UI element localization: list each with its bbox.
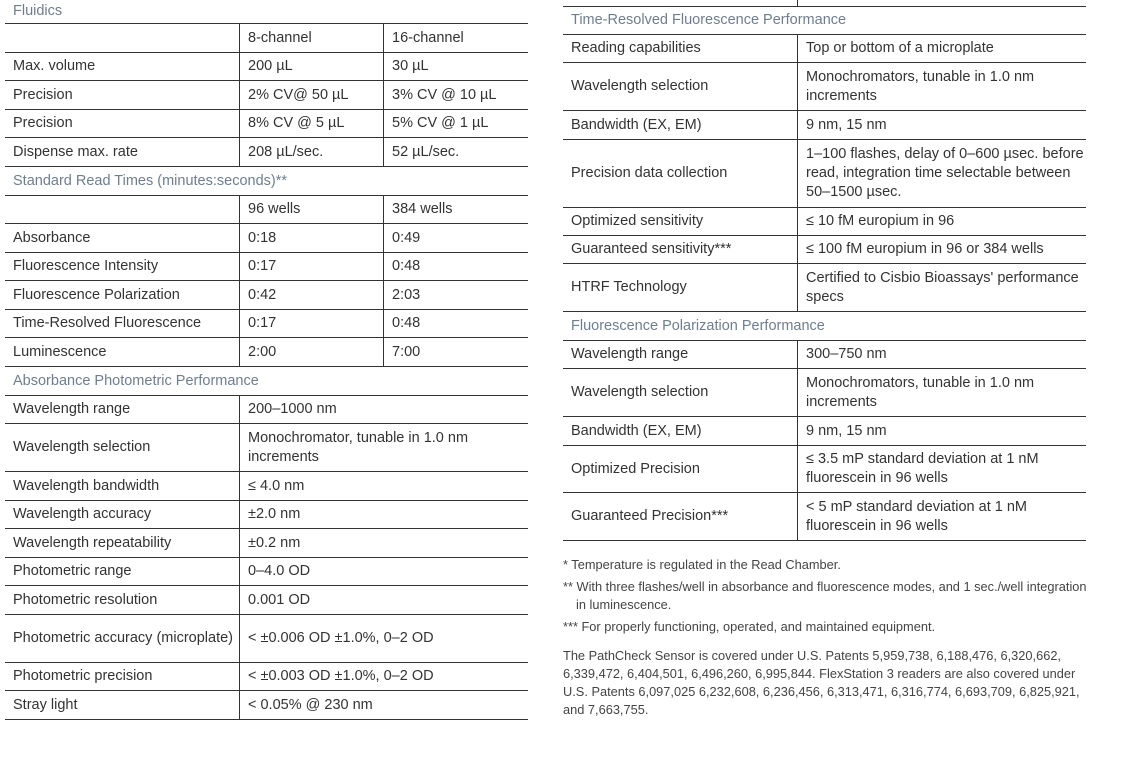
table-row — [563, 63, 1086, 111]
value-cell: 52 µL/sec. — [383, 138, 528, 166]
value-cell: ±0.2 nm — [239, 529, 528, 557]
table-row — [5, 81, 528, 110]
row-label-cell: Wavelength range — [571, 346, 689, 362]
table-row — [5, 138, 528, 167]
row-label-cell: Precision — [13, 115, 73, 131]
table-row — [5, 253, 528, 281]
value-cell: 16-channel — [383, 24, 528, 52]
value-cell: 1–100 flashes, delay of 0–600 µsec. before read, integration time selectable between 50–1500 µsec. — [797, 140, 1086, 207]
value-cell: 200 µL — [239, 53, 383, 80]
value-cell: 2:00 — [239, 338, 383, 366]
row-label-cell: Wavelength repeatability — [13, 534, 172, 551]
row-label-cell: Photometric range — [13, 563, 132, 579]
row-label-cell: Bandwidth (EX, EM) — [571, 116, 702, 133]
value-cell: 8-channel — [239, 24, 383, 52]
table-row — [563, 111, 1086, 140]
table-row — [563, 493, 1086, 541]
table-row — [563, 369, 1086, 417]
table-row — [5, 472, 528, 501]
table-row — [563, 208, 1086, 236]
table-row — [5, 663, 528, 691]
value-cell: 300–750 nm — [797, 341, 1086, 368]
value-cell: 0:48 — [383, 310, 528, 337]
right-table-top-border — [563, 0, 1086, 7]
value-cell: Monochromator, tunable in 1.0 nm increments — [239, 424, 528, 471]
value-cell: 0:17 — [239, 310, 383, 337]
table-row — [563, 140, 1086, 208]
row-label-cell: Photometric precision — [13, 668, 153, 684]
value-cell: 200–1000 nm — [239, 396, 528, 423]
row-label-cell: Wavelength selection — [571, 384, 709, 400]
value-cell: Monochromators, tunable in 1.0 nm increments — [797, 369, 1086, 416]
value-cell: 9 nm, 15 nm — [797, 417, 1086, 445]
value-cell: ≤ 100 fM europium in 96 or 384 wells — [797, 236, 1086, 263]
row-label-cell: Reading capabilities — [571, 40, 701, 56]
value-cell: < ±0.006 OD ±1.0%, 0–2 OD — [239, 615, 528, 662]
row-label-cell: Optimized Precision — [571, 460, 700, 477]
row-label-cell: Wavelength accuracy — [13, 506, 152, 522]
section-heading: Fluidics — [5, 0, 528, 24]
table-row — [563, 236, 1086, 264]
value-cell: ≤ 3.5 mP standard deviation at 1 nM fluorescein in 96 wells — [797, 446, 1086, 492]
row-label-cell: Wavelength bandwidth — [13, 477, 160, 494]
value-cell: 0.001 OD — [239, 586, 528, 614]
row-label-cell: Precision data collection — [571, 165, 728, 181]
table-row — [5, 310, 528, 338]
table-row — [563, 341, 1086, 369]
section-heading: Standard Read Times (minutes:seconds)** — [5, 167, 528, 196]
section-heading: Time-Resolved Fluorescence Performance — [563, 7, 1086, 35]
section-heading: Fluorescence Polarization Performance — [563, 312, 1086, 341]
row-label-cell: Stray light — [13, 696, 78, 713]
value-cell: Top or bottom of a microplate — [797, 35, 1086, 62]
value-cell: 0:48 — [383, 253, 528, 280]
row-label-cell — [5, 24, 239, 52]
table-row — [563, 446, 1086, 493]
value-cell: < ±0.003 OD ±1.0%, 0–2 OD — [239, 663, 528, 690]
footnote-1: * Temperature is regulated in the Read Chamber. — [563, 557, 841, 572]
value-cell: 0–4.0 OD — [239, 558, 528, 585]
row-label-cell: Time-Resolved Fluorescence — [13, 315, 202, 331]
table-row — [5, 586, 528, 615]
row-label-cell — [5, 196, 239, 223]
value-cell: ≤ 10 fM europium in 96 — [797, 208, 1086, 235]
value-cell: Certified to Cisbio Bioassays' performance specs — [797, 264, 1086, 311]
patent-note: The PathCheck Sensor is covered under U.S. Patents 5,959,738, 6,188,476, 6,320,662, 6,339,472, 6,404,501, 6,496,260, 6,995,844. FlexStation 3 readers are also covered under U.S. Patents 6,097,025 6,232,608, 6,236,456, 6,313,471, 6,316,774, 6,693,709, 6,825,921, and 7,663,755. — [563, 648, 1080, 717]
value-cell: 96 wells — [239, 196, 383, 223]
row-label-cell: Fluorescence Intensity — [13, 258, 159, 274]
table-row — [5, 53, 528, 81]
table-row — [563, 264, 1086, 312]
row-label-cell: Wavelength selection — [13, 439, 151, 455]
table-row — [5, 281, 528, 310]
footnote-3: *** For properly functioning, operated, and maintained equipment. — [563, 619, 936, 634]
value-cell: 0:49 — [383, 224, 528, 252]
value-cell: ≤ 4.0 nm — [239, 472, 528, 500]
value-cell: < 0.05% @ 230 nm — [239, 691, 528, 719]
value-cell: 0:17 — [239, 253, 383, 280]
value-cell: 2:03 — [383, 281, 528, 309]
table-row — [5, 110, 528, 138]
value-cell: 2% CV@ 50 µL — [239, 81, 383, 109]
section-heading: Absorbance Photometric Performance — [5, 367, 528, 396]
value-cell: 8% CV @ 5 µL — [239, 110, 383, 137]
row-label-cell: Dispense max. rate — [13, 143, 138, 160]
row-label-cell: Guaranteed sensitivity*** — [571, 241, 732, 257]
value-cell: < 5 mP standard deviation at 1 nM fluorescein in 96 wells — [797, 493, 1086, 540]
row-label-cell: Wavelength range — [13, 401, 131, 417]
table-row — [563, 417, 1086, 446]
table-row — [5, 424, 528, 472]
table-row — [563, 35, 1086, 63]
row-label-cell: Bandwidth (EX, EM) — [571, 422, 702, 439]
value-cell: 208 µL/sec. — [239, 138, 383, 166]
row-label-cell: HTRF Technology — [571, 279, 687, 295]
row-label-cell: Absorbance — [13, 229, 91, 246]
value-cell: 3% CV @ 10 µL — [383, 81, 528, 109]
table-header-row — [5, 196, 528, 224]
row-label-cell: Wavelength selection — [571, 78, 709, 94]
value-cell: Monochromators, tunable in 1.0 nm increments — [797, 63, 1086, 110]
row-label-cell: Max. volume — [13, 58, 96, 74]
table-row — [5, 691, 528, 720]
table-row — [5, 501, 528, 529]
row-label-cell: Photometric resolution — [13, 591, 158, 608]
table-header-row — [5, 24, 528, 53]
row-label-cell: Precision — [13, 86, 73, 103]
table-row — [5, 224, 528, 253]
value-cell: ±2.0 nm — [239, 501, 528, 528]
table-row — [5, 615, 528, 663]
table-row — [5, 558, 528, 586]
value-cell: 5% CV @ 1 µL — [383, 110, 528, 137]
right-spec-table — [563, 7, 1086, 541]
value-cell: 0:42 — [239, 281, 383, 309]
left-spec-table — [5, 0, 528, 720]
value-cell: 7:00 — [383, 338, 528, 366]
footnote-2: ** With three flashes/well in absorbance and fluorescence modes, and 1 sec./well integration in luminescence. — [563, 579, 1087, 612]
table-row — [5, 338, 528, 367]
value-cell: 9 nm, 15 nm — [797, 111, 1086, 139]
row-label-cell: Photometric accuracy (microplate) — [13, 630, 233, 646]
row-label-cell: Guaranteed Precision*** — [571, 508, 729, 524]
row-label-cell: Luminescence — [13, 343, 107, 360]
row-label-cell: Optimized sensitivity — [571, 213, 704, 229]
value-cell: 0:18 — [239, 224, 383, 252]
value-cell: 384 wells — [383, 196, 528, 223]
value-cell: 30 µL — [383, 53, 528, 80]
table-row — [5, 396, 528, 424]
row-label-cell: Fluorescence Polarization — [13, 286, 180, 303]
table-row — [5, 529, 528, 558]
